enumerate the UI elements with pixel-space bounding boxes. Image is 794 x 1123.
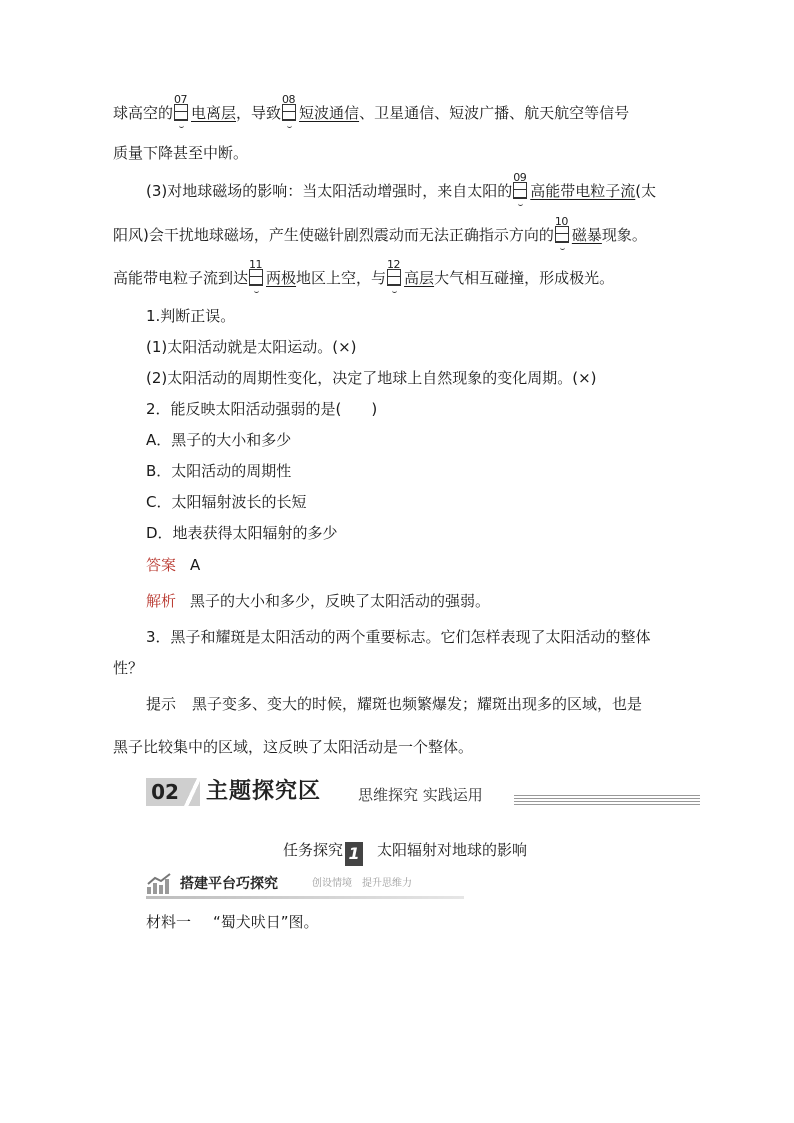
task-title: 太阳辐射对地球的影响: [377, 841, 528, 859]
material-text: “蜀犬吠日”图。: [213, 913, 319, 931]
answer-box-11: 11: [249, 269, 263, 286]
question-3-hint-line1: 提示 黑子变多、变大的时候，耀斑也频繁爆发；耀斑出现多的区域，也是: [146, 695, 643, 713]
platform-title: 搭建平台巧探究: [180, 876, 278, 892]
question-1-item-1: (1)太阳活动就是太阳运动。(×): [146, 338, 357, 356]
platform-underline: [146, 896, 464, 899]
answer-upper-layer: 高层: [404, 269, 435, 287]
answer-tag: 答案: [146, 556, 177, 574]
paragraph-magnetic-line2: 阳风)会干扰地球磁场，产生使磁针剧烈震动而无法正确指示方向的 10 磁暴现象。: [113, 225, 647, 245]
question-1-item-2: (2)太阳活动的周期性变化，决定了地球上自然现象的变化周期。(×): [146, 369, 597, 387]
question-3-hint-line2: 黑子比较集中的区域，这反映了太阳活动是一个整体。: [113, 738, 474, 756]
answer-ionosphere: 电离层: [191, 104, 237, 122]
banner-slash-decoration: [184, 778, 200, 806]
task-heading: [283, 839, 527, 866]
paragraph-ionosphere-line1: 球高空的 07 电离层，导致 08 短波通信、卫星通信、短波广播、航天航空等信号: [113, 103, 629, 123]
answer-box-12: 12: [387, 269, 401, 286]
section-number: 02: [146, 778, 184, 806]
answer-poles: 两极: [266, 269, 297, 287]
banner-rule-lines: [514, 795, 700, 805]
paragraph-magnetic-line1: (3)对地球磁场的影响：当太阳活动增强时，来自太阳的 09 高能带电粒子流(太: [146, 181, 656, 201]
question-2-option-c: C．太阳辐射波长的长短: [146, 493, 307, 511]
analysis-tag: 解析: [146, 592, 177, 610]
task-label: 任务探究: [283, 841, 344, 859]
answer-box-09: 09: [513, 182, 527, 199]
section-02-banner: [146, 776, 700, 808]
answer-shortwave: 短波通信: [299, 104, 360, 122]
material-label: 材料一: [146, 913, 192, 931]
question-2-stem: 2．能反映太阳活动强弱的是( ): [146, 400, 378, 418]
answer-magnetic-storm: 磁暴: [571, 226, 602, 244]
question-2-option-b: B．太阳活动的周期性: [146, 462, 292, 480]
material-1: [146, 912, 319, 932]
section-title: 主题探究区: [206, 779, 322, 804]
paragraph-magnetic-line3: 高能带电粒子流到达 11 两极地区上空，与 12 高层大气相互碰撞，形成极光。: [113, 268, 614, 288]
paragraph-ionosphere-line2: 质量下降甚至中断。: [113, 144, 249, 162]
question-2-analysis: 解析 黑子的大小和多少，反映了太阳活动的强弱。: [146, 592, 491, 610]
question-3-line2: 性？: [113, 659, 144, 677]
answer-box-07: 07: [174, 104, 188, 121]
answer-box-10: 10: [555, 226, 569, 243]
question-2-option-a: A．黑子的大小和多少: [146, 431, 292, 449]
hint-tag: 提示: [146, 695, 177, 713]
task-number-badge: 1: [345, 842, 363, 866]
platform-subheading: [146, 871, 464, 899]
chart-trend-icon: [146, 873, 172, 895]
question-3-line1: 3．黑子和耀斑是太阳活动的两个重要标志。它们怎样表现了太阳活动的整体: [146, 628, 651, 646]
question-2-option-d: D．地表获得太阳辐射的多少: [146, 524, 338, 542]
answer-particle-flow: 高能带电粒子流: [530, 182, 636, 200]
question-2-answer: 答案 A: [146, 556, 201, 574]
section-subtitle: 思维探究 实践运用: [358, 786, 483, 804]
answer-box-08: 08: [282, 104, 296, 121]
platform-subtitle: 创设情境 提升思维力: [312, 878, 412, 889]
question-1-heading: 1.判断正误。: [146, 307, 236, 325]
